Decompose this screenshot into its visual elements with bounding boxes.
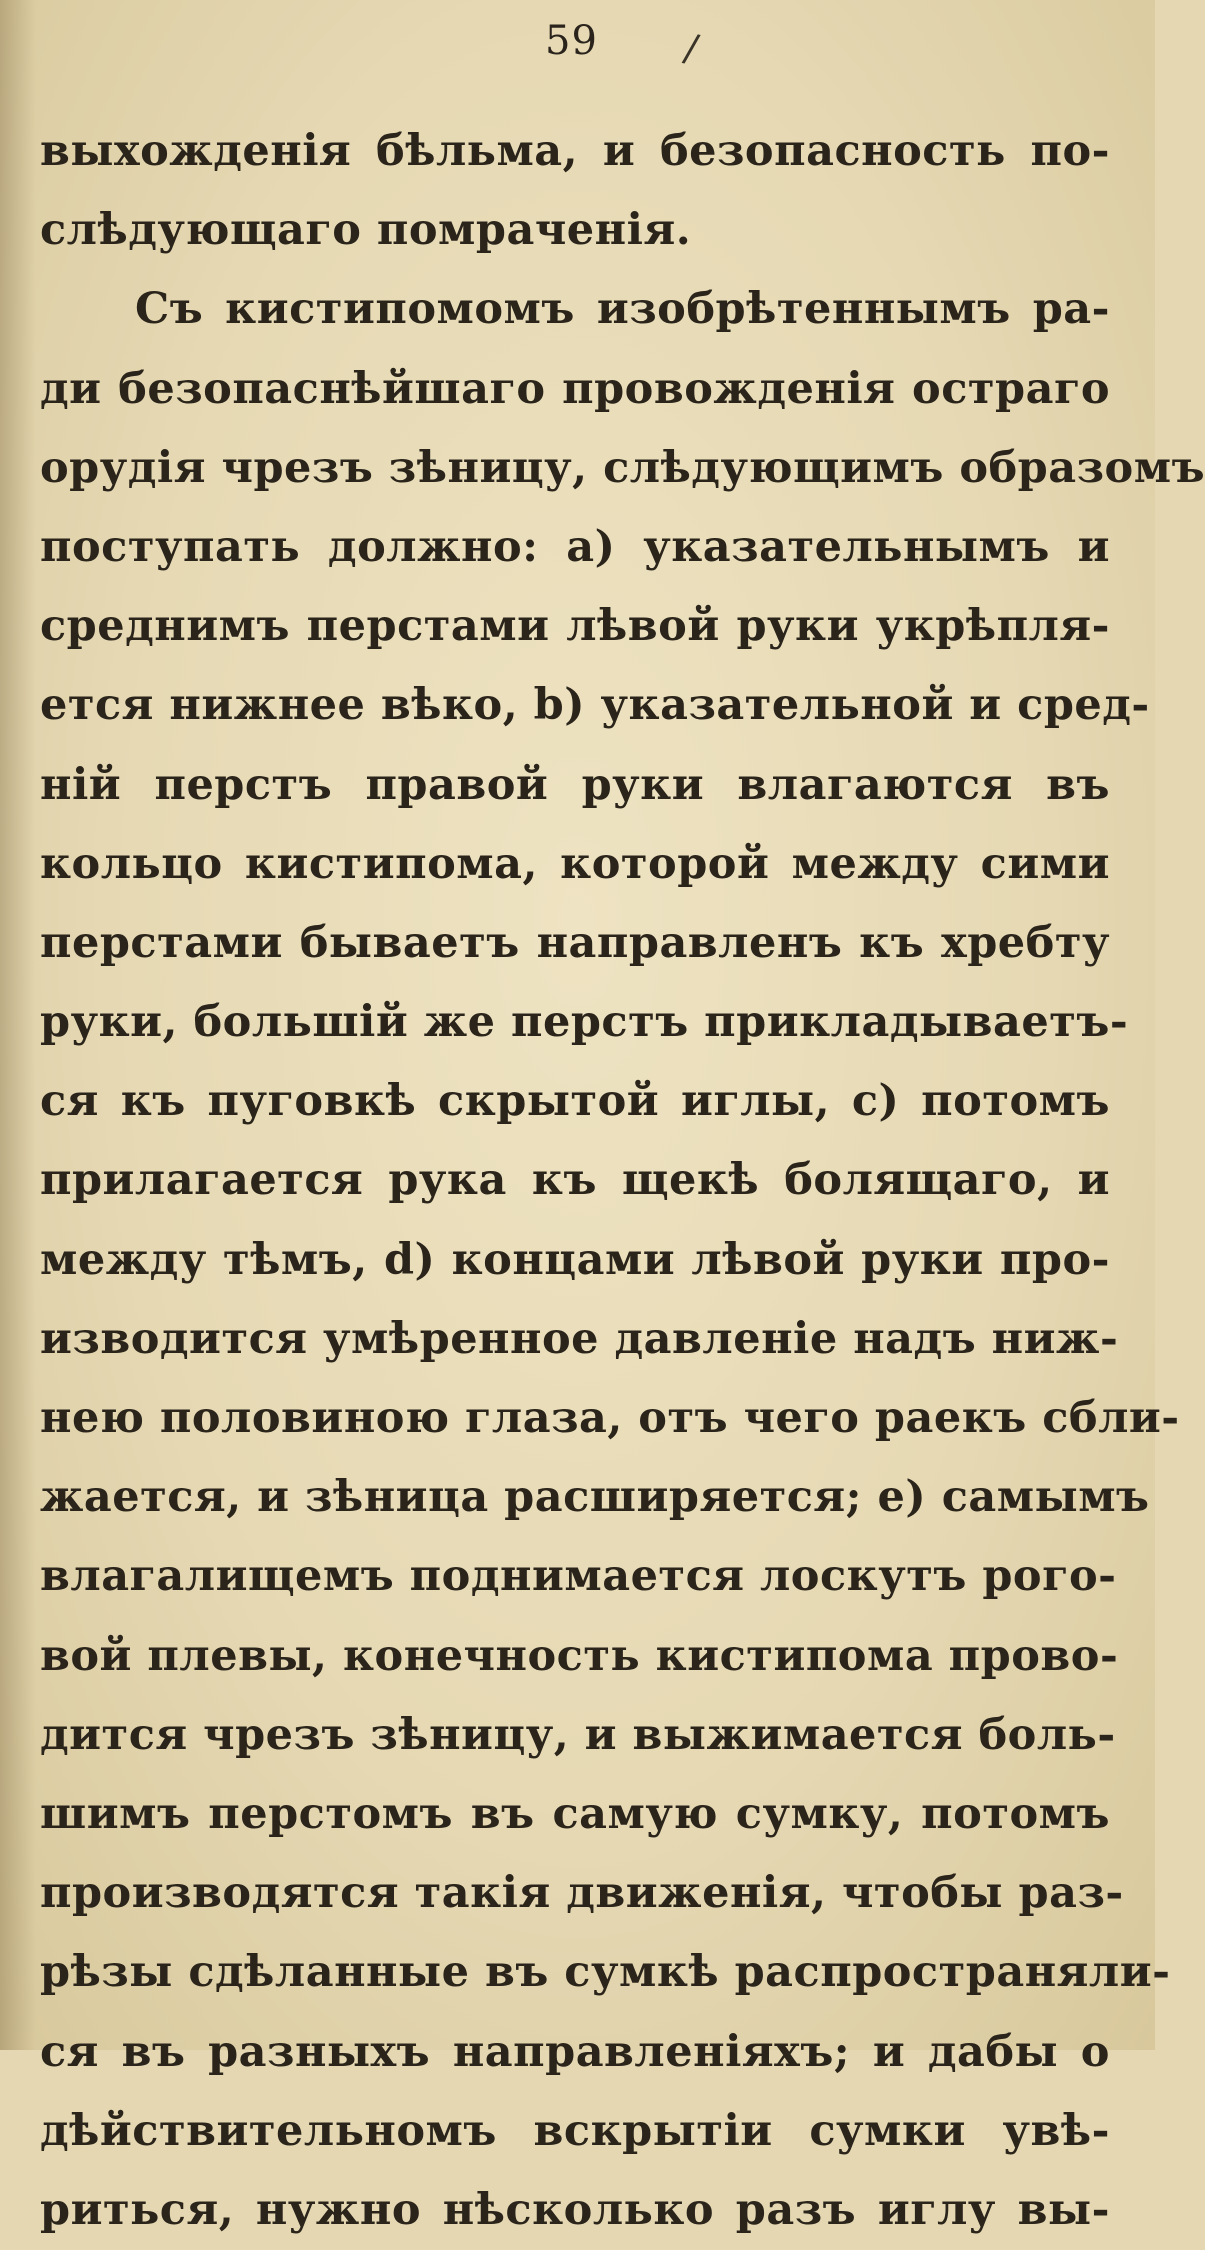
text-line: слѣдующаго помраченія. xyxy=(40,205,692,256)
page-number: 59 xyxy=(545,18,598,64)
text-line: риться, нужно нѣсколько разъ иглу вы- xyxy=(40,2184,1110,2235)
text-line: жается, и зѣница расширяется; e) самымъ xyxy=(40,1472,1150,1523)
text-line: нею половиною глаза, отъ чего раекъ сбли- xyxy=(40,1393,1180,1443)
text-line: рѣзы сдѣланные въ сумкѣ распространяли- xyxy=(40,1947,1171,1998)
page-gutter-shadow xyxy=(0,0,36,2050)
text-line: влагалищемъ поднимается лоскутъ рого- xyxy=(40,1551,1117,1602)
text-line: ется нижнее вѣко, b) указательной и сред- xyxy=(40,680,1150,731)
text-line: орудія чрезъ зѣницу, слѣдующимъ образомъ xyxy=(40,442,1205,493)
text-line: ній перстъ правой руки влагаются въ xyxy=(40,759,1110,810)
text-line: среднимъ перстами лѣвой руки укрѣпля- xyxy=(40,601,1110,652)
text-line: шимъ перстомъ въ самую сумку, потомъ xyxy=(40,1788,1110,1839)
body-text xyxy=(40,112,1205,2250)
text-line: ди безопаснѣйшаго провожденія остраго xyxy=(40,363,1110,414)
text-line: изводится умѣренное давленіе надъ ниж- xyxy=(40,1313,1119,1364)
text-line: кольцо кистипома, которой между сими xyxy=(40,838,1110,889)
text-line: выхожденія бѣльма, и безопасность по- xyxy=(40,126,1110,176)
text-line: прилагается рука къ щекѣ болящаго, и xyxy=(40,1155,1110,1206)
text-line: руки, большій же перстъ прикладываетъ- xyxy=(40,997,1129,1048)
text-line: ся къ пуговкѣ скрытой иглы, c) потомъ xyxy=(40,1076,1110,1127)
text-line: вой плевы, конечность кистипома прово- xyxy=(40,1630,1119,1681)
text-line: дится чрезъ зѣницу, и выжимается боль- xyxy=(40,1709,1116,1760)
text-line: перстами бываетъ направленъ къ хребту xyxy=(40,917,1110,968)
text-line: между тѣмъ, d) концами лѣвой руки про- xyxy=(40,1234,1110,1285)
margin-pencil-mark: / xyxy=(680,25,703,71)
text-line: дѣйствительномъ вскрытіи сумки увѣ- xyxy=(40,2105,1110,2156)
text-line: ся въ разныхъ направленіяхъ; и дабы о xyxy=(40,2026,1110,2077)
text-line: производятся такія движенія, чтобы раз- xyxy=(40,1868,1124,1919)
text-line: Съ кистипомомъ изобрѣтеннымъ ра- xyxy=(135,284,1110,335)
text-line: поступать должно: a) указательнымъ и xyxy=(40,521,1110,572)
